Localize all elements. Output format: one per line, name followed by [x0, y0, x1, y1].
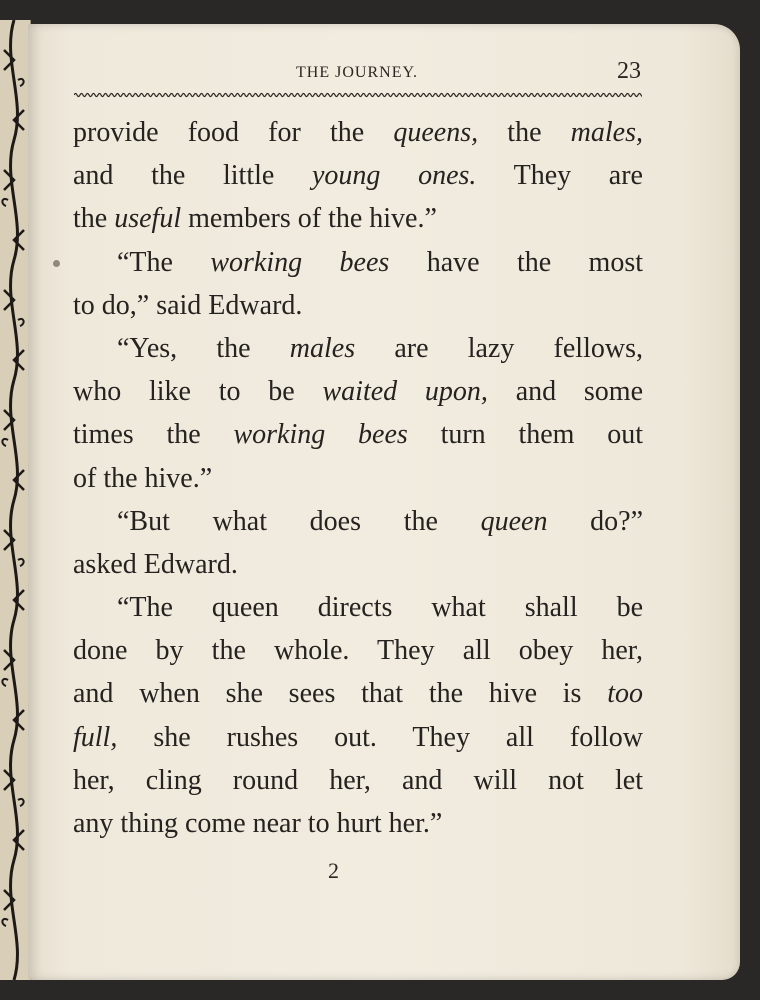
- text-segment: “The: [117, 246, 211, 278]
- text-segment: to do,” said Edward.: [73, 289, 303, 321]
- text-segment: and the little: [73, 160, 312, 192]
- text-line: [73, 284, 643, 327]
- italic-text-segment: full,: [73, 721, 118, 753]
- wavy-rule-divider: [74, 90, 642, 100]
- text-segment: turn them out: [407, 419, 644, 451]
- italic-text-segment: working bees: [210, 246, 390, 278]
- text-segment: are lazy fellows,: [355, 332, 643, 364]
- text-segment: any thing come near to hurt her.”: [73, 808, 443, 839]
- text-segment: she rushes out. They all follow: [117, 721, 643, 753]
- text-segment: asked Edward.: [73, 548, 238, 580]
- body-text: [73, 111, 643, 845]
- italic-text-segment: too: [607, 678, 643, 710]
- text-line: [73, 111, 643, 154]
- text-line: [73, 759, 643, 802]
- text-line: [73, 413, 643, 456]
- text-line: [73, 629, 643, 672]
- text-line: [73, 197, 643, 240]
- text-line: [73, 543, 643, 586]
- text-segment: “The queen directs what shall be: [117, 592, 643, 624]
- italic-text-segment: males,: [570, 117, 643, 148]
- text-line: [73, 716, 643, 759]
- italic-text-segment: young ones.: [311, 160, 477, 192]
- text-segment: who like to be: [73, 376, 323, 408]
- running-head: THE JOURNEY.: [296, 64, 418, 81]
- text-line: [73, 241, 643, 284]
- text-line: [73, 370, 643, 413]
- italic-text-segment: males: [289, 332, 356, 364]
- text-line: [73, 586, 643, 629]
- italic-text-segment: working bees: [233, 419, 408, 451]
- text-segment: provide food for the: [73, 117, 394, 148]
- book-page: [28, 24, 740, 980]
- page-number: 23: [617, 58, 641, 84]
- ink-speck: [53, 260, 60, 267]
- text-segment: and when she sees that the hive is: [73, 678, 608, 710]
- text-segment: do?”: [547, 505, 643, 537]
- text-segment: done by the whole. They all obey her,: [73, 635, 643, 667]
- text-line: [73, 327, 643, 370]
- text-segment: her, cling round her, and will not let: [73, 764, 643, 796]
- italic-text-segment: waited upon,: [322, 376, 488, 408]
- text-line: [73, 457, 643, 500]
- decorative-endpaper: [0, 20, 31, 980]
- text-segment: “But what does the: [117, 505, 481, 537]
- italic-text-segment: queen: [480, 505, 548, 537]
- text-line: [73, 154, 643, 197]
- italic-text-segment: queens,: [393, 117, 479, 148]
- text-segment: the: [478, 117, 571, 148]
- text-line: [73, 500, 643, 543]
- text-segment: They are: [476, 160, 643, 192]
- text-segment: of the hive.”: [73, 462, 213, 494]
- vine-ornament-icon: [0, 20, 30, 980]
- text-segment: times the: [73, 419, 234, 451]
- signature-mark: 2: [328, 858, 339, 883]
- text-segment: “Yes, the: [117, 332, 290, 364]
- text-line: [73, 672, 643, 715]
- text-segment: members of the hive.”: [181, 203, 437, 235]
- text-segment: and some: [487, 376, 644, 408]
- text-segment: the: [73, 203, 115, 235]
- text-line: [73, 802, 643, 845]
- text-segment: have the most: [389, 246, 643, 278]
- italic-text-segment: useful: [114, 203, 182, 235]
